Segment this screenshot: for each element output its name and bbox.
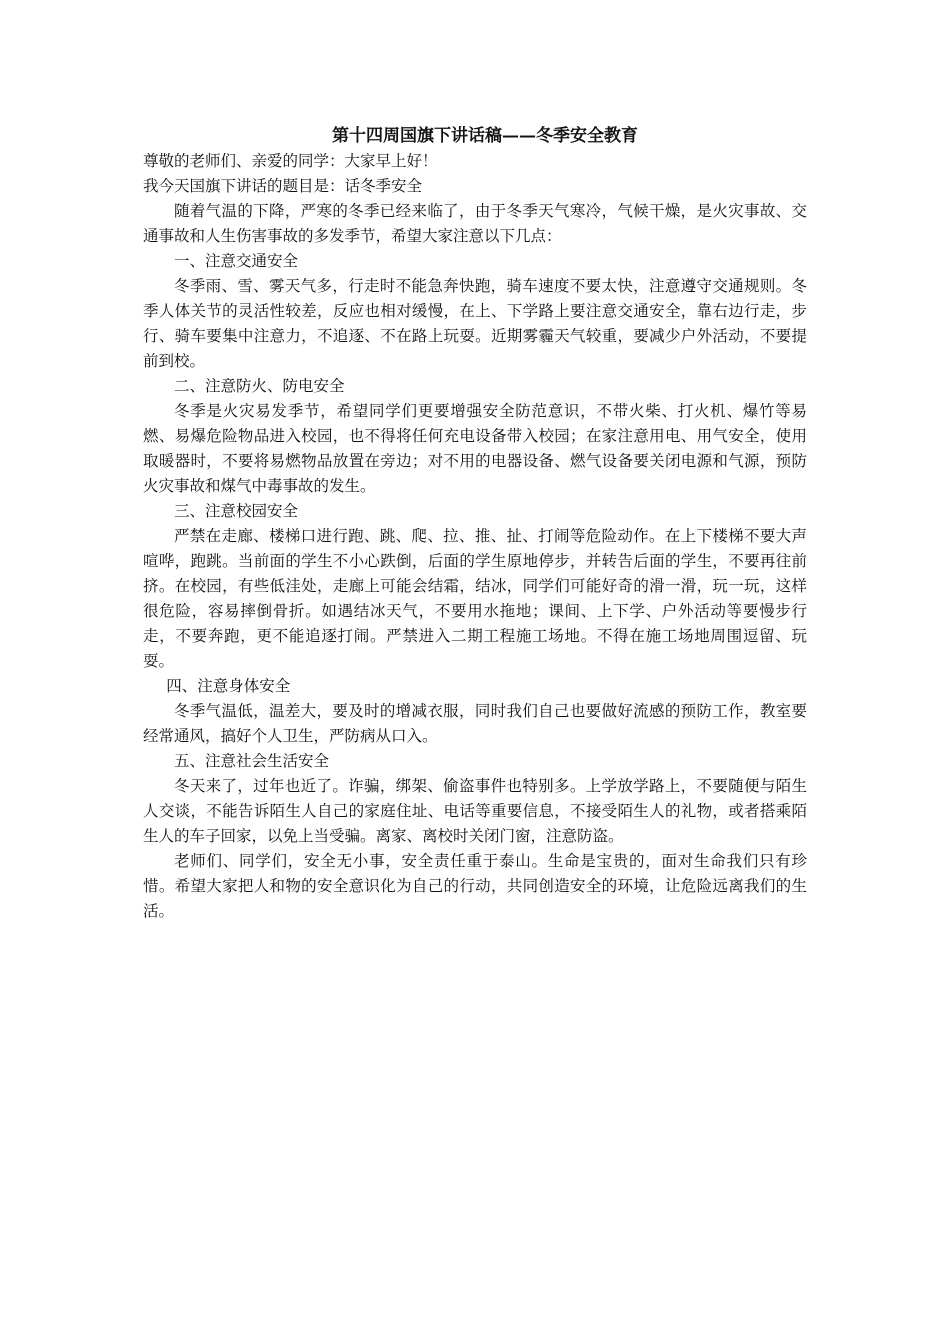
section-body-traffic: 冬季雨、雪、雾天气多，行走时不能急奔快跑，骑车速度不要太快，注意遵守交通规则。冬季人体关节的灵活性较差，反应也相对缓慢，在上、下学路上要注意交通安全，靠右边行走，步行、骑车要集中注意力，不追逐、不在路上玩耍。近期雾霾天气较重，要减少户外活动，不要提前到校。 — [143, 277, 807, 370]
section-body-campus: 严禁在走廊、楼梯口进行跑、跳、爬、拉、推、扯、打闹等危险动作。在上下楼梯不要大声喧哗，跑跳。当前面的学生不小心跌倒，后面的学生原地停步，并转告后面的学生，不要再往前挤。在校园，有些低洼处，走廊上可能会结霜，结冰，同学们可能好奇的滑一滑，玩一玩，这样很危险，容易摔倒骨折。如遇结冰天气，不要用水拖地；课间、上下学、户外活动等要慢步行走，不要奔跑，更不能追逐打闹。严禁进入二期工程施工场地。不得在施工场地周围逗留、玩耍。 — [143, 527, 807, 670]
section-heading-campus: 三、注意校园安全 — [174, 502, 299, 520]
greeting-line: 尊敬的老师们、亲爱的同学：大家早上好！ — [143, 152, 438, 170]
closing-paragraph: 老师们、同学们，安全无小事，安全责任重于泰山。生命是宝贵的，面对生命我们只有珍惜。希望大家把人和物的安全意识化为自己的行动，共同创造安全的环境，让危险远离我们的生活。 — [143, 852, 807, 920]
section-body-social: 冬天来了，过年也近了。诈骗，绑架、偷盗事件也特别多。上学放学路上，不要随便与陌生人交谈，不能告诉陌生人自己的家庭住址、电话等重要信息，不接受陌生人的礼物，或者搭乘陌生人的车子回家，以免上当受骗。离家、离校时关闭门窗，注意防盗。 — [143, 777, 807, 845]
intro-paragraph: 随着气温的下降，严寒的冬季已经来临了，由于冬季天气寒冷，气候干燥，是火灾事故、交通事故和人生伤害事故的多发季节，希望大家注意以下几点： — [143, 202, 807, 245]
section-body-fire-electric: 冬季是火灾易发季节，希望同学们更要增强安全防范意识，不带火柴、打火机、爆竹等易燃、易爆危险物品进入校园，也不得将任何充电设备带入校园；在家注意用电、用气安全，使用取暖器时，不要将易燃物品放置在旁边；对不用的电器设备、燃气设备要关闭电源和气源，预防火灾事故和煤气中毒事故的发生。 — [143, 402, 807, 495]
section-heading-fire-electric: 二、注意防火、防电安全 — [174, 377, 345, 395]
document-page — [143, 124, 807, 924]
section-heading-health: 四、注意身体安全 — [166, 677, 291, 695]
section-body-health: 冬季气温低，温差大，要及时的增减衣服，同时我们自己也要做好流感的预防工作，教室要经常通风，搞好个人卫生，严防病从口入。 — [143, 702, 807, 745]
document-title: 第十四周国旗下讲话稿——冬季安全教育 — [332, 126, 638, 146]
topic-line: 我今天国旗下讲话的题目是：话冬季安全 — [143, 177, 423, 195]
section-heading-social: 五、注意社会生活安全 — [174, 752, 330, 770]
section-heading-traffic: 一、注意交通安全 — [174, 252, 299, 270]
